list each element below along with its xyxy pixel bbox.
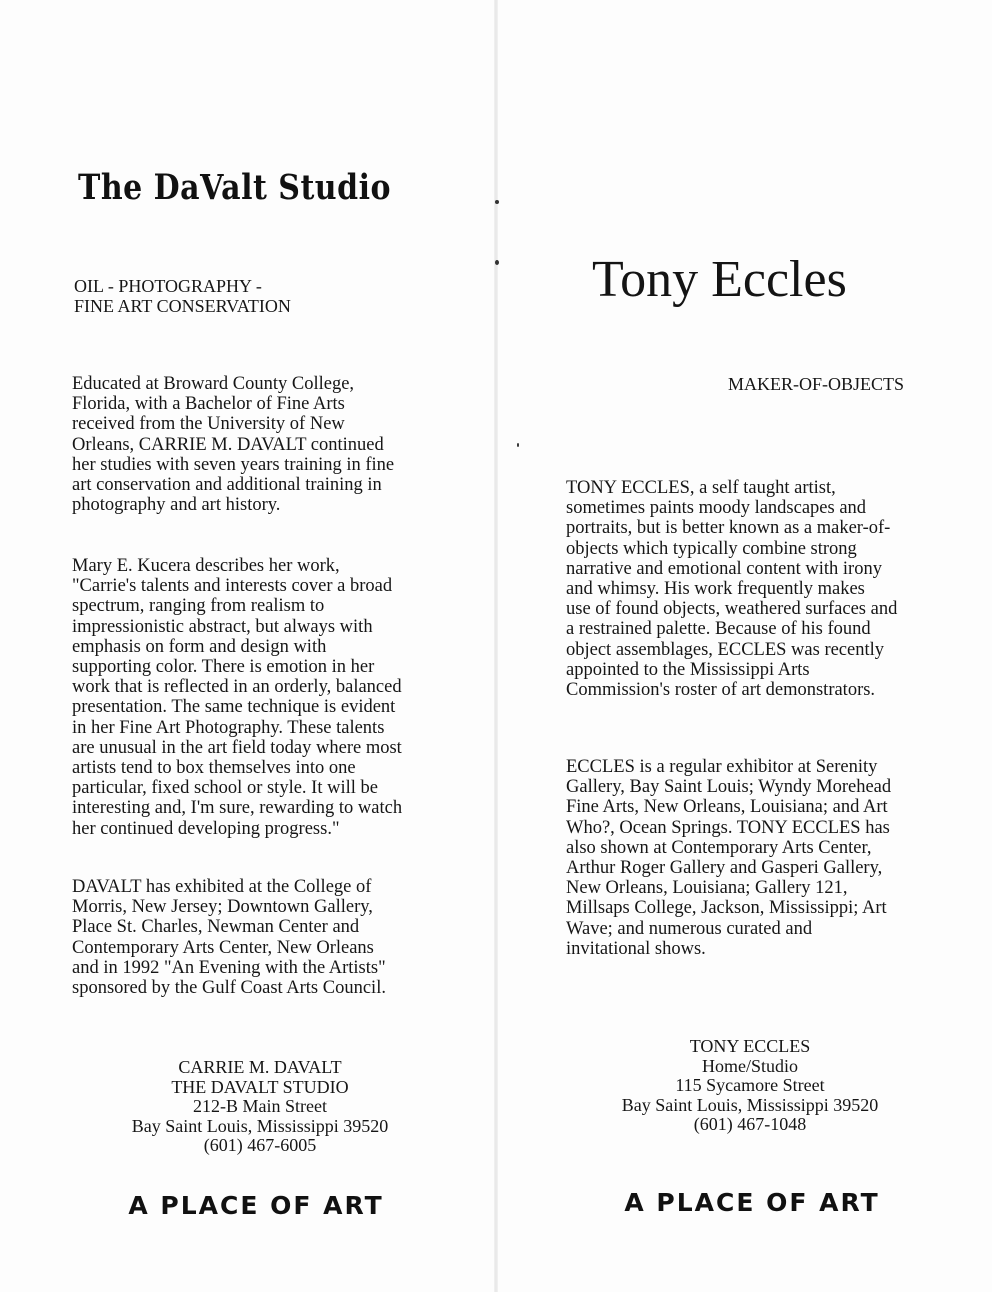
text-line: ECCLES is a regular exhibitor at Serenity bbox=[566, 757, 878, 777]
eccles-bio-paragraph bbox=[566, 478, 936, 700]
contact-line: CARRIE M. DAVALT bbox=[178, 1057, 342, 1077]
text-line: Morris, New Jersey; Downtown Gallery, bbox=[72, 897, 373, 918]
text-line: Educated at Broward County College, bbox=[72, 374, 355, 394]
eccles-exhibitions-paragraph bbox=[566, 757, 936, 959]
davalt-contact-block bbox=[90, 1058, 430, 1156]
text-line: "Carrie's talents and interests cover a broad bbox=[72, 576, 393, 597]
text-line: Mary E. Kucera describes her work, bbox=[72, 556, 340, 576]
contact-line: Bay Saint Louis, Mississippi 39520 bbox=[621, 1094, 879, 1115]
text-line: Commission's roster of art demonstrators. bbox=[566, 680, 876, 701]
text-line: spectrum, ranging from realism to bbox=[72, 596, 325, 617]
text-line: and whimsy. His work frequently makes bbox=[566, 579, 865, 600]
text-line: narrative and emotional content with irony bbox=[566, 558, 882, 579]
text-line: photography and art history. bbox=[72, 495, 281, 516]
text-line: Orleans, CARRIE M. DAVALT continued bbox=[72, 434, 384, 455]
text-line: sponsored by the Gulf Coast Arts Council. bbox=[72, 978, 386, 999]
studio-mediums bbox=[74, 276, 394, 316]
text-line: in her Fine Art Photography. These talents bbox=[72, 717, 385, 738]
text-line: are unusual in the art field today where most bbox=[72, 737, 402, 758]
text-line: Fine Arts, New Orleans, Louisiana; and Art bbox=[566, 797, 888, 818]
text-line: her studies with seven years training in fine bbox=[72, 454, 395, 475]
text-line: emphasis on form and design with bbox=[72, 636, 327, 657]
contact-line: (601) 467-1048 bbox=[693, 1114, 807, 1135]
kucera-quote-paragraph bbox=[72, 556, 432, 839]
artist-subtitle: MAKER-OF-OBJECTS bbox=[728, 374, 905, 394]
text-line: TONY ECCLES, a self taught artist, bbox=[566, 478, 836, 498]
ink-speck bbox=[495, 260, 499, 265]
mediums-line: FINE ART CONSERVATION bbox=[74, 296, 291, 316]
text-line: sometimes paints moody landscapes and bbox=[566, 498, 867, 519]
text-line: DAVALT has exhibited at the College of bbox=[72, 877, 372, 897]
text-line: New Orleans, Louisiana; Gallery 121, bbox=[566, 878, 848, 899]
contact-line: Bay Saint Louis, Mississippi 39520 bbox=[131, 1115, 389, 1136]
text-line: work that is reflected in an orderly, balanced bbox=[72, 677, 402, 698]
text-line: her continued developing progress." bbox=[72, 818, 340, 839]
text-line: Place St. Charles, Newman Center and bbox=[72, 917, 360, 938]
footer-tagline: A PLACE OF ART bbox=[128, 1191, 384, 1220]
text-line: supporting color. There is emotion in her bbox=[72, 657, 375, 678]
text-line: object assemblages, ECCLES was recently bbox=[566, 639, 885, 660]
text-line: appointed to the Mississippi Arts bbox=[566, 659, 810, 680]
footer-tagline: A PLACE OF ART bbox=[624, 1188, 880, 1217]
text-line: invitational shows. bbox=[566, 938, 706, 959]
eccles-contact-block bbox=[580, 1037, 920, 1135]
contact-line: TONY ECCLES bbox=[689, 1036, 811, 1056]
text-line: portraits, but is better known as a maker-of- bbox=[566, 518, 891, 539]
contact-line: (601) 467-6005 bbox=[203, 1135, 317, 1156]
contact-line: Home/Studio bbox=[701, 1055, 798, 1076]
studio-title: The DaValt Studio bbox=[78, 168, 391, 209]
page-fold bbox=[494, 0, 498, 1292]
text-line: use of found objects, weathered surfaces and bbox=[566, 599, 898, 620]
text-line: presentation. The same technique is evident bbox=[72, 697, 396, 718]
davalt-exhibitions-paragraph bbox=[72, 877, 432, 998]
text-line: art conservation and additional training in bbox=[72, 475, 382, 496]
text-line: Arthur Roger Gallery and Gasperi Gallery, bbox=[566, 858, 883, 879]
contact-line: THE DAVALT STUDIO bbox=[171, 1076, 349, 1097]
text-line: and in 1992 "An Evening with the Artists" bbox=[72, 957, 386, 978]
text-line: also shown at Contemporary Arts Center, bbox=[566, 837, 872, 858]
text-line: interesting and, I'm sure, rewarding to watch bbox=[72, 798, 403, 819]
text-line: Millsaps College, Jackson, Mississippi; Art bbox=[566, 898, 887, 919]
ink-speck bbox=[517, 443, 519, 447]
ink-speck bbox=[495, 200, 499, 204]
mediums-line: OIL - PHOTOGRAPHY - bbox=[74, 276, 262, 296]
text-line: artists tend to box themselves into one bbox=[72, 758, 356, 779]
text-line: a restrained palette. Because of his found bbox=[566, 619, 871, 640]
text-line: Who?, Ocean Springs. TONY ECCLES has bbox=[566, 817, 890, 838]
text-line: particular, fixed school or style. It will be bbox=[72, 778, 378, 799]
text-line: Florida, with a Bachelor of Fine Arts bbox=[72, 394, 345, 415]
text-line: Contemporary Arts Center, New Orleans bbox=[72, 937, 374, 958]
text-line: objects which typically combine strong bbox=[566, 538, 857, 559]
artist-name-heading: Tony Eccles bbox=[592, 251, 847, 308]
text-line: received from the University of New bbox=[72, 414, 345, 435]
contact-line: 115 Sycamore Street bbox=[675, 1075, 825, 1096]
text-line: Gallery, Bay Saint Louis; Wyndy Morehead bbox=[566, 777, 892, 798]
contact-line: 212-B Main Street bbox=[193, 1096, 327, 1117]
text-line: Wave; and numerous curated and bbox=[566, 918, 813, 939]
davalt-bio-paragraph bbox=[72, 374, 432, 515]
text-line: impressionistic abstract, but always with bbox=[72, 616, 373, 637]
